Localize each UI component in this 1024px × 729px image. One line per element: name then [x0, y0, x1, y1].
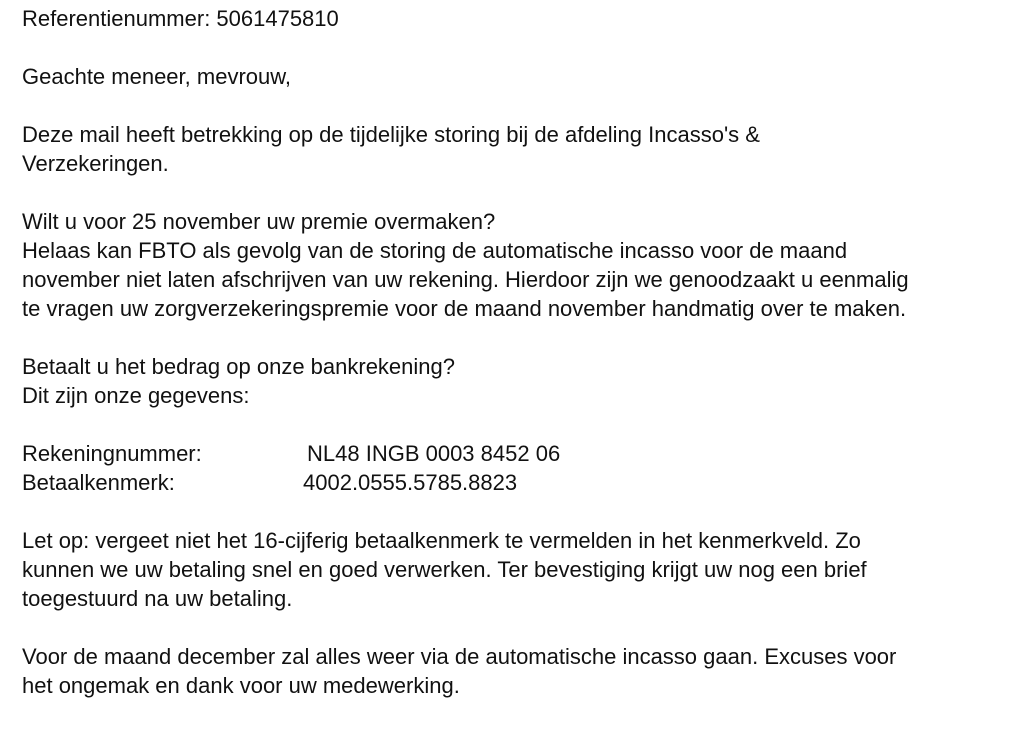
- payment-reference-label: Betaalkenmerk:: [22, 470, 175, 495]
- greeting-text: Geachte meneer, mevrouw,: [22, 64, 292, 89]
- account-number-value: NL48 INGB 0003 8452 06: [307, 441, 561, 466]
- payment-details: [22, 439, 1012, 497]
- closing-line: het ongemak en dank voor uw medewerking.: [22, 673, 460, 698]
- account-number-label: Rekeningnummer:: [22, 441, 202, 466]
- bank-intro-line: Dit zijn onze gegevens:: [22, 383, 250, 408]
- notice-line: Let op: vergeet niet het 16-cijferig betaalkenmerk te vermelden in het kenmerkveld. Zo: [22, 528, 861, 553]
- closing-line: Voor de maand december zal alles weer via de automatische incasso gaan. Excuses voor: [22, 644, 897, 669]
- payment-reference-value: 4002.0555.5785.8823: [303, 470, 518, 495]
- email-body: [22, 4, 1012, 729]
- request-paragraph: [22, 207, 1012, 323]
- request-line: Wilt u voor 25 november uw premie overmaken?: [22, 209, 496, 234]
- bank-intro-paragraph: [22, 352, 1012, 410]
- closing-paragraph: [22, 642, 1012, 700]
- request-line: november niet laten afschrijven van uw rekening. Hierdoor zijn we genoodzaakt u eenmalig: [22, 267, 909, 292]
- notice-line: kunnen we uw betaling snel en goed verwerken. Ter bevestiging krijgt uw nog een brief: [22, 557, 867, 582]
- notice-paragraph: [22, 526, 1012, 613]
- intro-line: Deze mail heeft betrekking op de tijdelijke storing bij de afdeling Incasso's &: [22, 122, 760, 147]
- intro-line: Verzekeringen.: [22, 151, 169, 176]
- request-line: Helaas kan FBTO als gevolg van de storing de automatische incasso voor de maand: [22, 238, 848, 263]
- reference-text: Referentienummer: 5061475810: [22, 6, 339, 31]
- intro-paragraph: [22, 120, 1012, 178]
- notice-line: toegestuurd na uw betaling.: [22, 586, 293, 611]
- account-number-row: [22, 439, 1012, 468]
- greeting: [22, 62, 1012, 91]
- reference-number: [22, 4, 1012, 33]
- payment-reference-row: [22, 468, 1012, 497]
- bank-intro-line: Betaalt u het bedrag op onze bankrekening?: [22, 354, 455, 379]
- request-line: te vragen uw zorgverzekeringspremie voor de maand november handmatig over te maken.: [22, 296, 907, 321]
